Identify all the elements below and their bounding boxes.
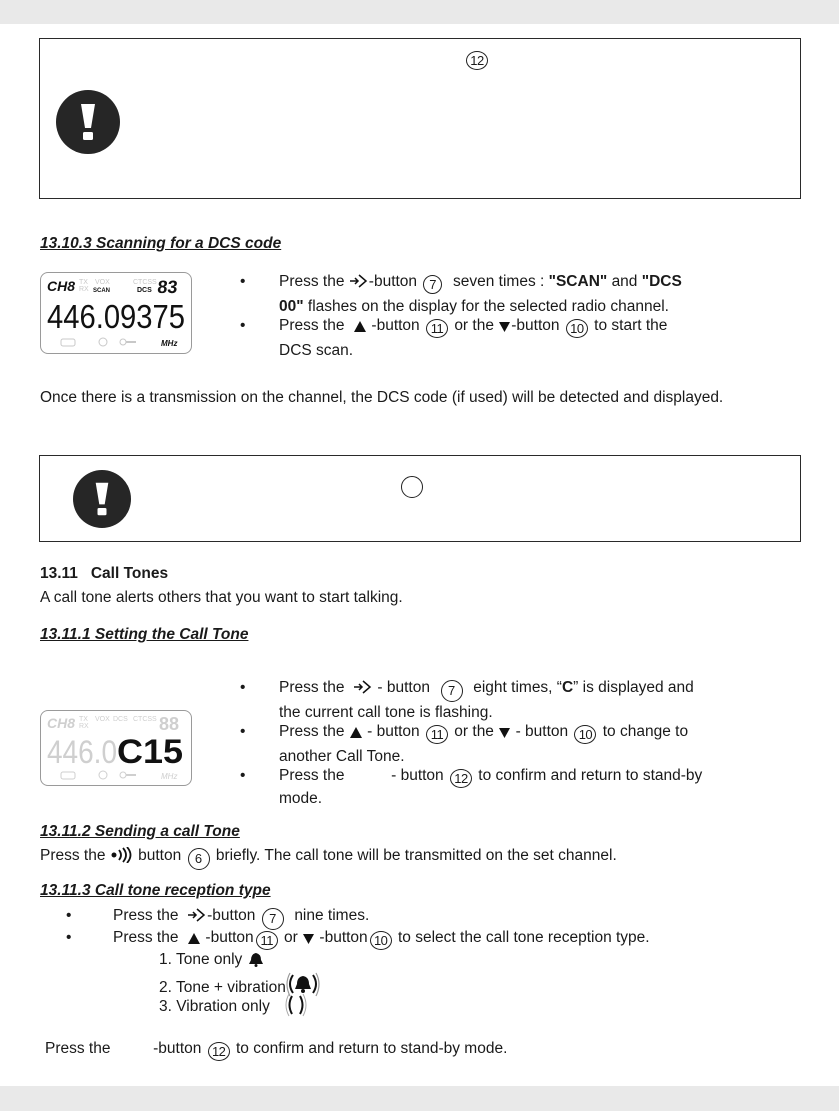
lcd-code: 83: [156, 277, 179, 297]
down-triangle-icon: [302, 930, 315, 952]
top-margin-band: [0, 0, 839, 24]
section-heading: 13.10.3 Scanning for a DCS code: [40, 235, 282, 252]
lcd-channel: CH8: [47, 278, 76, 294]
section-heading: 13.11.2 Sending a call Tone: [40, 823, 240, 840]
lcd-label-rx: RX: [79, 723, 89, 730]
lcd-calltone-value: C15: [117, 733, 183, 771]
section-heading: 13.11.3 Call tone reception type: [40, 882, 271, 899]
instruction-bullet: • Press the - button 12 to confirm and return to stand-by mode.: [240, 767, 703, 807]
lcd-label-tx: TX: [79, 279, 88, 286]
circled-number: 10: [566, 319, 588, 338]
exclamation-icon: [73, 470, 131, 528]
up-triangle-icon: [353, 318, 367, 340]
paragraph: Once there is a transmission on the channel, the DCS code (if used) will be detected and displayed.: [40, 389, 724, 406]
down-triangle-icon: [498, 318, 511, 340]
paragraph: Press the -button 12 to confirm and return to stand-by mode.: [45, 1040, 508, 1059]
lcd-display-calltone: [40, 710, 192, 786]
lcd-channel: CH8: [47, 715, 76, 731]
list-item: 3. Vibration only: [159, 993, 309, 1024]
circled-number: 11: [256, 931, 278, 950]
lcd-unit: MHz: [161, 772, 178, 781]
lcd-frequency-faded: 446.0: [47, 734, 117, 770]
circled-number: 7: [441, 680, 463, 702]
instruction-bullet: • Press the -button 11 or the -button 10 to start the DCS scan.: [240, 317, 668, 359]
instruction-bullet: • Press the - button 11 or the - button 10 to change to another Call Tone.: [240, 723, 689, 765]
bottom-margin-band: [0, 1086, 839, 1111]
call-signal-icon: [110, 847, 134, 870]
circled-number: 12: [450, 769, 472, 788]
section-heading: 13.11.1 Setting the Call Tone: [40, 626, 249, 643]
lcd-frequency: 446.09375: [47, 298, 185, 335]
exclamation-icon: [56, 90, 120, 154]
circled-number: 7: [262, 908, 284, 930]
circled-number: 7: [423, 275, 442, 294]
menu-arrow-icon: [353, 679, 373, 702]
lcd-code: 88: [159, 714, 180, 734]
section-heading: 13.11 Call Tones: [40, 565, 169, 582]
instruction-bullet: • Press the -button 7 seven times : "SCAN" and "DCS 00" flashes on the display for the selected radio channel.: [240, 273, 682, 315]
lcd-display-dcs: [40, 272, 192, 354]
lcd-label-vox: VOX: [95, 279, 110, 286]
circled-number: [401, 476, 423, 498]
instruction-bullet: • Press the -button 11 or -button 10 to select the call tone reception type.: [66, 927, 786, 949]
instruction-bullet: • Press the - button 7 eight times, “C” is displayed and the current call tone is flashing.: [240, 679, 694, 721]
lcd-label-rx: RX: [79, 286, 89, 293]
instruction-bullet: • Press the -button 7 nine times.: [66, 905, 786, 927]
lcd-label-tx: TX: [79, 716, 88, 723]
lcd-label-ctcss: CTCSS: [133, 716, 157, 723]
list-item: 1. Tone only: [159, 949, 265, 974]
list-item: 2. Tone + vibration: [159, 971, 320, 1006]
notice-box: [39, 38, 801, 199]
paragraph: Press the button 6 briefly. The call tone will be transmitted on the set channel.: [40, 845, 800, 870]
circled-number: 12: [208, 1042, 230, 1061]
down-triangle-icon: [498, 724, 511, 746]
circled-number: 6: [188, 848, 210, 870]
circled-number: 11: [426, 725, 448, 744]
lcd-unit: MHz: [161, 339, 178, 348]
circled-number: 10: [574, 725, 596, 744]
paragraph: A call tone alerts others that you want to start talking.: [40, 589, 403, 606]
lcd-label-ctcss: CTCSS: [133, 279, 157, 286]
notice-box: [39, 455, 801, 542]
menu-arrow-icon: [349, 273, 369, 296]
circled-number: 12: [466, 51, 488, 70]
lcd-label-dcs: DCS: [113, 716, 128, 723]
circled-number: 11: [426, 319, 448, 338]
circled-number: 10: [370, 931, 392, 950]
vibration-icon: [283, 993, 309, 1024]
up-triangle-icon: [349, 724, 363, 746]
lcd-label-dcs: DCS: [137, 287, 152, 294]
lcd-label-scan: SCAN: [93, 288, 111, 294]
lcd-label-vox: VOX: [95, 716, 110, 723]
